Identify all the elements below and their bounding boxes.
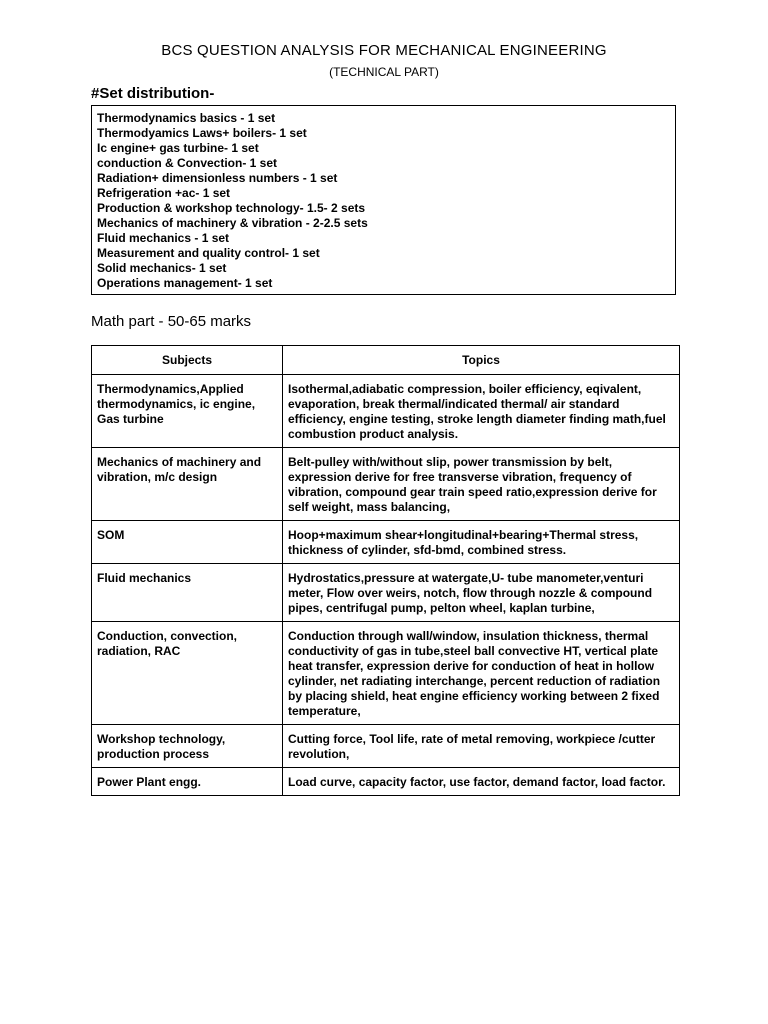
set-item: Solid mechanics- 1 set [97, 261, 227, 275]
math-part-table [91, 345, 680, 796]
set-item: Mechanics of machinery & vibration - 2-2.5 sets [97, 216, 368, 230]
subject-cell: Power Plant engg. [92, 768, 283, 796]
set-item: Fluid mechanics - 1 set [97, 231, 230, 245]
topics-cell: Load curve, capacity factor, use factor, demand factor, load factor. [283, 768, 680, 796]
page-subtitle-text: (TECHNICAL PART) [329, 65, 439, 79]
table-row [92, 375, 680, 448]
set-item: conduction & Convection- 1 set [97, 156, 278, 170]
set-item: Radiation+ dimensionless numbers - 1 set [97, 171, 338, 185]
table-row [92, 768, 680, 796]
set-item: Thermodynamics basics - 1 set [97, 111, 276, 125]
page-subtitle [0, 65, 768, 79]
column-header-topics: Topics [283, 346, 680, 375]
column-header-subjects: Subjects [92, 346, 283, 375]
set-distribution-box [91, 105, 676, 295]
set-item: Thermodyamics Laws+ boilers- 1 set [97, 126, 307, 140]
subject-cell: Workshop technology, production process [92, 725, 283, 768]
topics-cell: Hydrostatics,pressure at watergate,U- tube manometer,venturi meter, Flow over weirs, notch, flow through nozzle & compound pipes, centrifugal pump, pelton wheel, kaplan turbine, [283, 564, 680, 622]
topics-cell: Conduction through wall/window, insulation thickness, thermal conductivity of gas in tube,steel ball convective HT, vertical plate heat transfer, expression derive for conduction of heat in hollow cylinder, net radiating interchange, percent reduction of radiation by placing shield, heat engine efficiency working between 2 fixed temperature, [283, 622, 680, 725]
table-row [92, 448, 680, 521]
topics-cell: Cutting force, Tool life, rate of metal removing, workpiece /cutter revolution, [283, 725, 680, 768]
subject-cell: SOM [92, 521, 283, 564]
subject-cell: Mechanics of machinery and vibration, m/c design [92, 448, 283, 521]
topics-cell: Belt-pulley with/without slip, power transmission by belt, expression derive for free transverse vibration, frequency of vibration, compound gear train speed ratio,expression derive for self weight, mass balancing, [283, 448, 680, 521]
topics-cell: Hoop+maximum shear+longitudinal+bearing+Thermal stress, thickness of cylinder, sfd-bmd, combined stress. [283, 521, 680, 564]
page-title: BCS QUESTION ANALYSIS FOR MECHANICAL ENGINEERING [161, 42, 607, 59]
set-item: Measurement and quality control- 1 set [97, 246, 320, 260]
set-item: Ic engine+ gas turbine- 1 set [97, 141, 259, 155]
math-part-heading: Math part - 50-65 marks [91, 313, 252, 330]
subject-cell: Fluid mechanics [92, 564, 283, 622]
table-row [92, 564, 680, 622]
set-item: Operations management- 1 set [97, 276, 273, 290]
subject-cell: Thermodynamics,Applied thermodynamics, ic engine, Gas turbine [92, 375, 283, 448]
table-header-row [92, 346, 680, 375]
table-row [92, 622, 680, 725]
subject-cell: Conduction, convection, radiation, RAC [92, 622, 283, 725]
table-row [92, 725, 680, 768]
set-item: Refrigeration +ac- 1 set [97, 186, 231, 200]
topics-cell: Isothermal,adiabatic compression, boiler efficiency, eqivalent, evaporation, break thermal/indicated thermal/ air standard efficiency, engine testing, stroke length diameter finding math,fuel combustion product analysis. [283, 375, 680, 448]
table-row [92, 521, 680, 564]
set-distribution-list [97, 111, 670, 291]
set-item: Production & workshop technology- 1.5- 2 sets [97, 201, 366, 215]
set-distribution-heading: #Set distribution- [91, 85, 215, 102]
